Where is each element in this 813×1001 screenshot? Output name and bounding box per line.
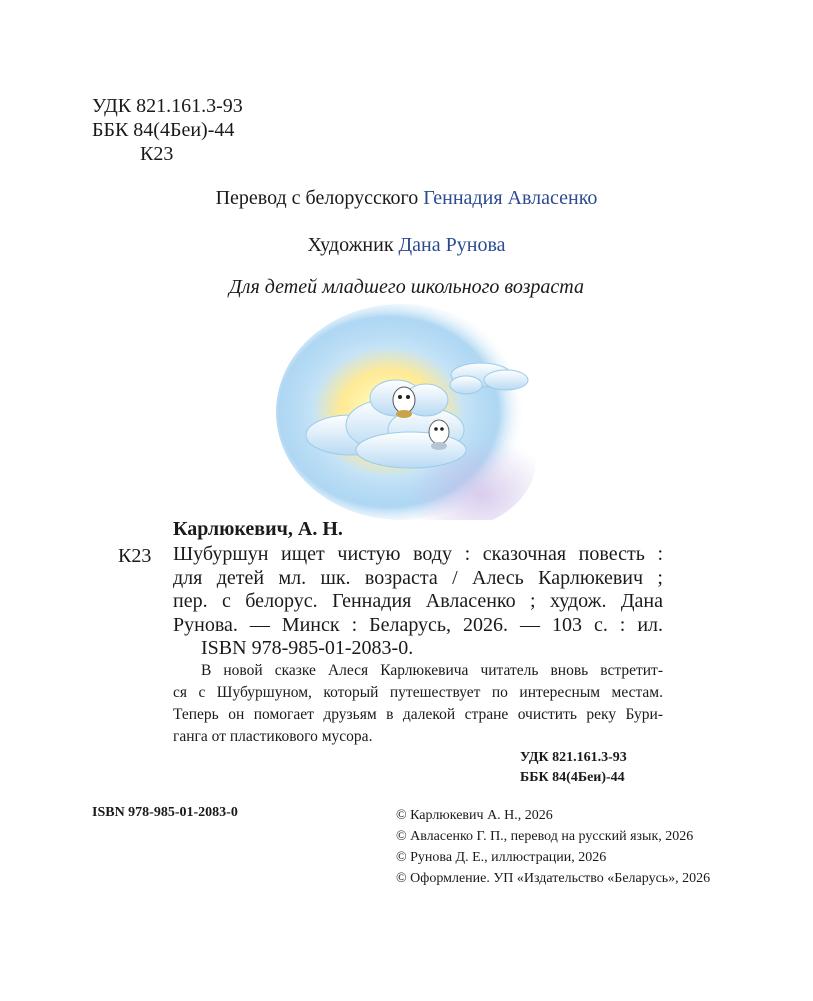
bibliography-line: Рунова. — Минск : Беларусь, 2026. — 103 с. : ил. <box>173 613 663 636</box>
translation-prefix: Перевод с белорусского <box>215 187 419 209</box>
udk-code: УДК 821.161.3-93 <box>92 95 243 117</box>
bottom-bbk-code: ББК 84(4Беи)-44 <box>520 770 625 785</box>
translator-name: Геннадия Авласенко <box>423 187 598 209</box>
artist-prefix: Художник <box>307 234 394 256</box>
bibliography-isbn-line: ISBN 978-985-01-2083-0. <box>201 637 414 659</box>
copyright-line: © Авласенко Г. П., перевод на русский язык, 2026 <box>396 829 694 844</box>
copyright-line: © Оформление. УП «Издательство «Беларусь», 2026 <box>396 871 711 886</box>
annotation-line: ся с Шубуршуном, который путешествует по интересным местам. <box>173 684 663 701</box>
bottom-classification-codes <box>520 748 662 788</box>
copyright-line: © Карлюкевич А. Н., 2026 <box>396 808 553 823</box>
copyright-block <box>396 805 710 889</box>
isbn-number: ISBN 978-985-01-2083-0 <box>92 805 238 820</box>
annotation <box>173 660 663 748</box>
annotation-line: ганга от пластикового мусора. <box>173 728 373 745</box>
top-classification-codes <box>92 94 243 166</box>
bottom-udk-code: УДК 821.161.3-93 <box>520 750 627 765</box>
artist-name: Дана Рунова <box>398 234 506 256</box>
bibliography-line: пер. с белорус. Геннадия Авласенко ; худож. Дана <box>173 590 663 612</box>
bibliography-line: для детей мл. шк. возраста / Алесь Карлюкевич ; <box>173 566 663 589</box>
sun-clouds-characters-icon <box>276 300 546 520</box>
artist-line <box>0 234 813 257</box>
author-mark: К23 <box>140 143 174 165</box>
annotation-line: В новой сказке Алеся Карлюкевича читатель вновь встретит- <box>201 662 663 679</box>
bibliography-author: Карлюкевич, А. Н. <box>173 518 343 540</box>
translation-line <box>0 187 813 210</box>
bibliography-line: Шубуршун ищет чистую воду : сказочная повесть : <box>173 543 663 565</box>
bibliography-mark: К23 <box>118 545 152 567</box>
copyright-line: © Рунова Д. Е., иллюстрации, 2026 <box>396 850 607 865</box>
bibliography-description <box>173 543 663 661</box>
audience-line: Для детей младшего школьного возраста <box>229 276 584 298</box>
annotation-line: Теперь он помогает друзьям в далекой стране очистить реку Бури- <box>173 706 663 723</box>
bbk-code: ББК 84(4Беи)-44 <box>92 119 235 141</box>
